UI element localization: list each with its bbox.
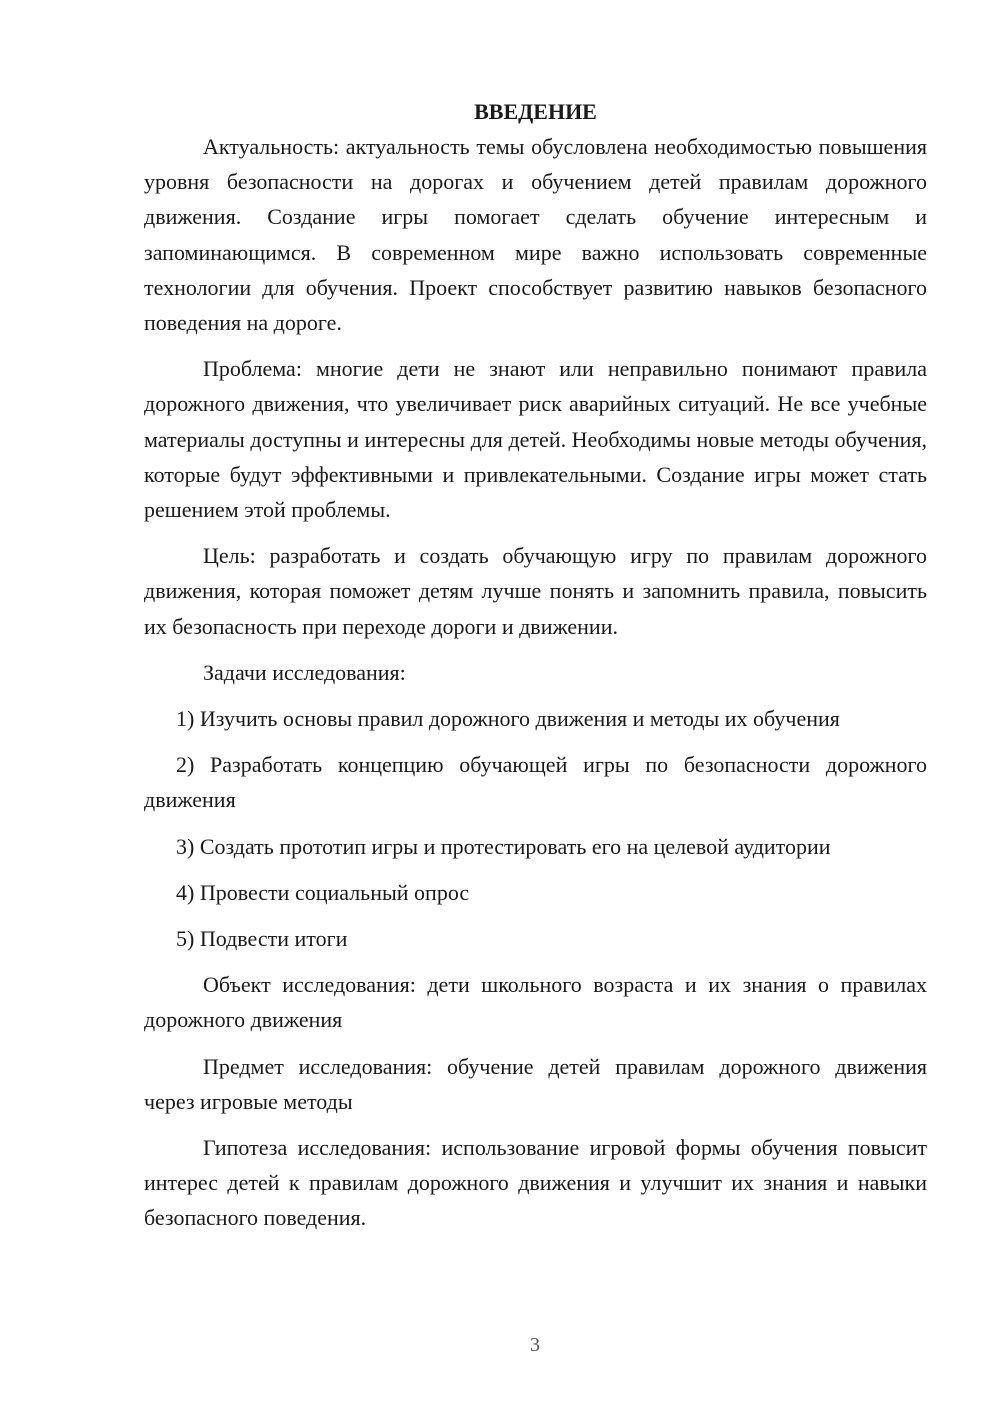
paragraph-relevance: Актуальность: актуальность темы обусловлена необходимостью повышения уровня безопасности на дорогах и обучением детей правилам дорожного движения. Создание игры помогает сделать обучение интересным и запоминающимся. В современном мире важно использовать современные технологии для обучения. Проект способствует развитию навыков безопасного поведения на дороге.	[144, 134, 927, 336]
paragraph-problem: Проблема: многие дети не знают или неправильно понимают правила дорожного движения, что увеличивает риск аварийных ситуаций. Не все учебные материалы доступны и интересны для детей. Необходимы новые методы обучения, которые будут эффективными и привлекательными. Создание игры может стать решением этой проблемы.	[144, 356, 927, 523]
paragraph-hypothesis: Гипотеза исследования: использование игровой формы обучения повысит интерес детей к правилам дорожного движения и улучшит их знания и навыки безопасного поведения.	[144, 1135, 927, 1231]
task-item-3: 3) Создать прототип игры и протестировать его на целевой аудитории	[176, 833, 831, 859]
task-item-2: 2) Разработать концепцию обучающей игры по безопасности дорожного движения	[144, 752, 927, 813]
task-item-5: 5) Подвести итоги	[176, 926, 348, 952]
tasks-heading: Задачи исследования:	[203, 659, 406, 685]
section-title: ВВЕДЕНИЕ	[474, 99, 597, 124]
task-item-4: 4) Провести социальный опрос	[176, 879, 470, 905]
paragraph-subject: Предмет исследования: обучение детей правилам дорожного движения через игровые методы	[144, 1053, 927, 1114]
paragraph-object: Объект исследования: дети школьного возраста и их знания о правилах дорожного движения	[144, 972, 927, 1033]
paragraph-goal: Цель: разработать и создать обучающую игру по правилам дорожного движения, которая поможет детям лучше понять и запомнить правила, повысить их безопасность при переходе дороги и движении.	[144, 543, 927, 639]
document-page	[144, 94, 927, 1236]
task-item-1: 1) Изучить основы правил дорожного движения и методы их обучения	[176, 706, 840, 732]
page-number: 3	[530, 1334, 540, 1356]
